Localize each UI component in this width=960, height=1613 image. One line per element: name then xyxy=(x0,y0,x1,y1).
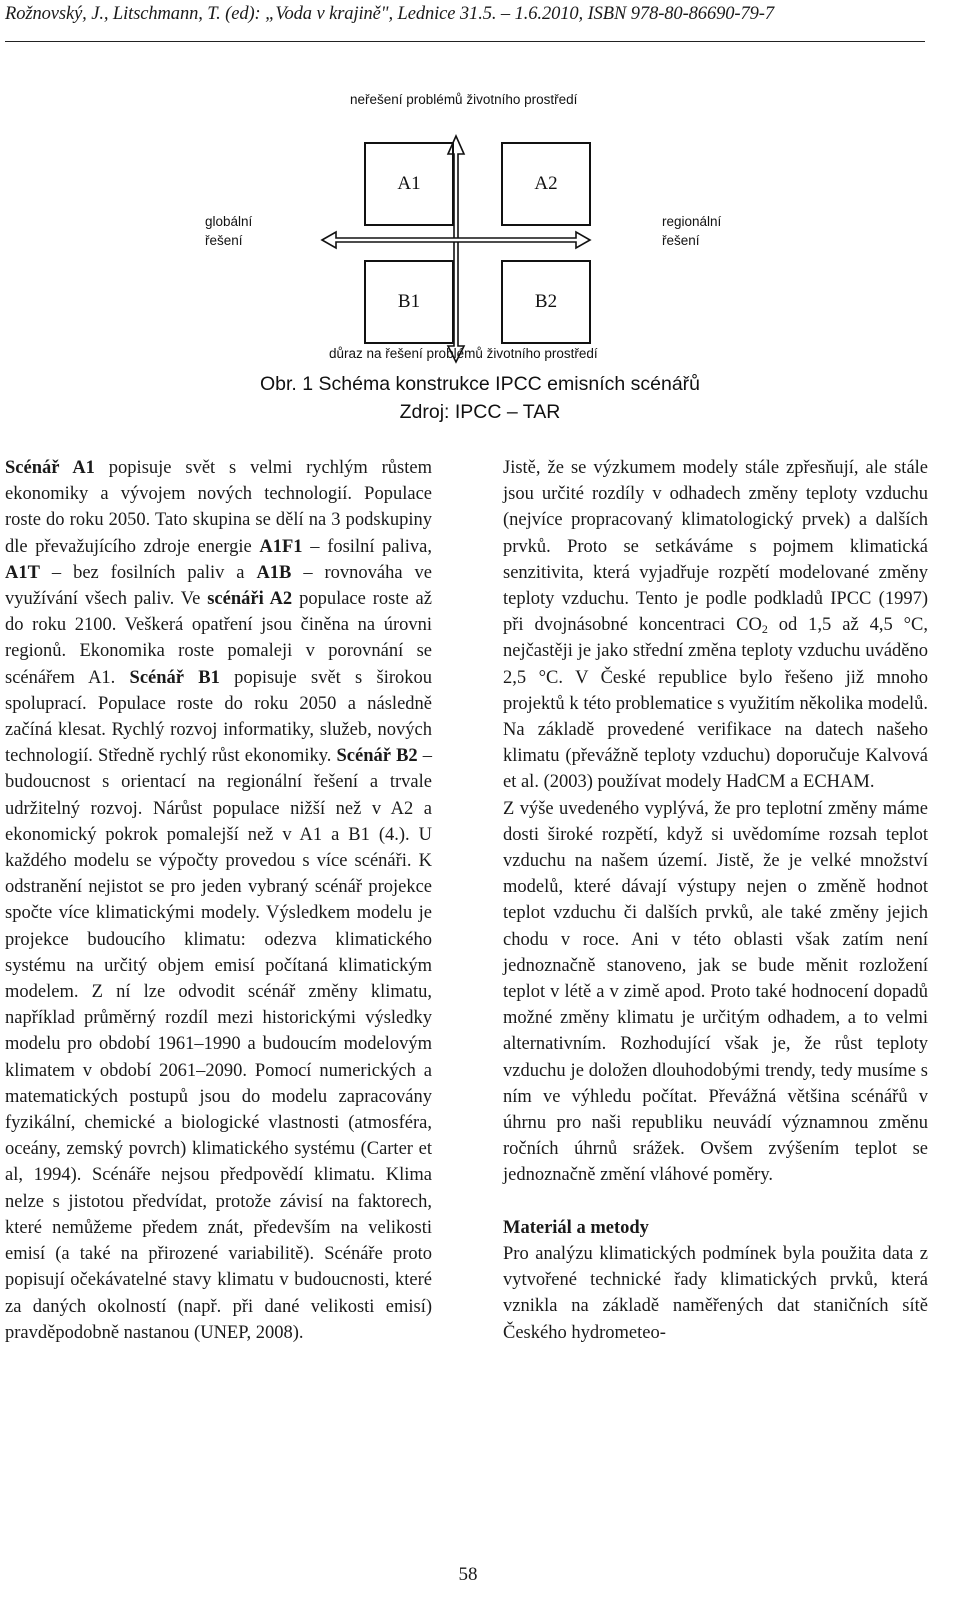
text-run: popisuje svět s velmi rychlým růstem ekonomiky a vývojem nových technologií. Populace roste do roku 2050. Tato skupina se dělí na 3 podskupiny dle převažujícího zdroje energie xyxy=(5,458,432,557)
text-run: – fosilní paliva, xyxy=(302,536,433,557)
term-a1b: A1B xyxy=(256,562,292,583)
text-run: od 1,5 až 4,5 °C, nejčastěji je jako střední změna teploty vzduchu uváděno 2,5 °C. V České republice bylo řešeno již mnoho projektů k této problematice s využitím několika modelů. Na základě provedené verifikace na datech našeho klimatu (převážně teploty vzduchu) doporučuje Kalvová et al. (2003) používat modely HadCM a ECHAM. xyxy=(503,615,928,793)
left-paragraph xyxy=(5,455,432,1346)
right-paragraph-3: Pro analýzu klimatických podmínek byla použita data z vytvořené technické řady klimatických prvků, která vznikla na základě naměřených dat staničních sítě Českého hydrometeo- xyxy=(503,1243,928,1343)
left-column xyxy=(5,455,432,1346)
box-a2: A2 xyxy=(501,142,591,226)
paragraph-gap xyxy=(503,1189,928,1215)
term-scenario-b1: Scénář B1 xyxy=(129,667,220,688)
right-paragraph-2: Z výše uvedeného vyplývá, že pro teplotní změny máme dosti široké rozpětí, když si uvědomíme rozsah teplot vzduchu na našem území. Jistě, že je velké množství modelů, které dávají výstupy nejen o změně hodnot teplot vzduchu či dalších prvků, ale také změny jejich chodu v roce. Ani v této oblasti však zatím není jednoznačně stanoveno, jak se bude měnit rozložení teplot v létě a v zimě apod. Proto také hodnocení dopadů možné změny klimatu je určitým odhadem, a to velmi alternativním. Rozhodující však je, že růst teploty vzduchu je doložen dlouhodobými trendy, tedy musíme s ním ve výhledu počítat. Převážná většina scénářů v úhrnu pro naši republiku neuvádí významnou změnu ročních úhrnů srážek. Ovšem zvýšením teplot se jednoznačně změní vláhové poměry. xyxy=(503,798,928,1186)
text-run: popisuje svět s širokou spoluprací. Populace roste do roku 2050 a následně začíná klesat. Rychlý rozvoj informatiky, služeb, nových technologií. Středně rychlý růst ekonomiky. xyxy=(5,667,432,767)
header-rule xyxy=(5,41,925,42)
box-b1: B1 xyxy=(364,260,454,344)
section-title: Materiál a metody xyxy=(503,1217,649,1238)
diagram-left-label-line1: globální xyxy=(205,214,253,229)
diagram-right-label-line2: řešení xyxy=(662,233,700,248)
term-scenario-a1: Scénář A1 xyxy=(5,458,95,478)
text-run: – budoucnost s orientací na regionální řešení a trvale udržitelný rozvoj. Nárůst populace nižší než v A2 a ekonomický pokrok pomalejší než v A1 a B1 (4.). U každého modelu se výpočty provedou s více scénáři. K odstranění nejistot se pro jeden vybraný scénář projekce spočte více klimatickými modely. Výsledkem modelu je projekce budoucího klimatu: odezva klimatického systému na určitý objem emisí počítaná klimatickým modelem. Z ní lze odvodit scénář změny klimatu, například průměrný rozdíl mezi historickými výsledky modelu pro období 1961–1990 a budoucím modelovým klimatem v období 2061–2090. Pomocí numerických a matematických postupů jsou do modelu zapracovány fyzikální, chemické a biologické vlastnosti (atmosféra, oceány, zemský povrch) klimatického systému (Carter et al, 1994). Scénáře nejsou předpovědí klimatu. Klima nelze s jistotou předvídat, protože závisí na faktorech, které nemůžeme předem znát, především na velikosti emisí (a také na přirozené variabilitě). Scénáře proto popisují očekávatelné stavy klimatu v budoucnosti, které za daných okolností (např. při dané velikosti emisí) pravděpodobně nastanou (UNEP, 2008). xyxy=(5,746,433,1343)
text-run: populace roste až do roku 2100. Veškerá opatření jsou činěna na úrovni regionů. Ekonomika roste pomaleji v porovnání se scénářem A1. xyxy=(5,589,432,688)
term-a1f1: A1F1 xyxy=(259,536,303,557)
diagram-left-label-line2: řešení xyxy=(205,233,243,248)
figure-caption: Obr. 1 Schéma konstrukce IPCC emisních scénářů xyxy=(259,373,701,395)
right-paragraph-1 xyxy=(503,455,928,796)
subscript: 2 xyxy=(761,622,768,637)
running-header: Rožnovský, J., Litschmann, T. (ed): „Voda v krajině", Lednice 31.5. – 1.6.2010, ISBN 978-80-86690-79-7 xyxy=(5,4,774,24)
ipcc-scenario-diagram xyxy=(0,60,960,380)
figure-source: Zdroj: IPCC – TAR xyxy=(399,401,561,423)
box-b2: B2 xyxy=(501,260,591,344)
term-scenario-b2: Scénář B2 xyxy=(336,746,418,767)
term-scenario-a2: scénáři A2 xyxy=(207,589,293,610)
page-number: 58 xyxy=(458,1564,478,1585)
diagram-bottom-label: důraz na řešení problémů životního prostředí xyxy=(329,346,598,361)
text-run: – rovnováha ve využívání všech paliv. Ve xyxy=(5,562,432,610)
text-run: Jistě, že se výzkumem modely stále zpřesňují, ale stále jsou určité rozdíly v odhadech změny teploty vzduchu (nejvíce propracovaný klimatologický prvek) a dalších prvků. Proto se setkáváme s pojmem klimatická senzitivita, která vyjadřuje rozpětí modelované změny teploty vzduchu. Tento je podle podkladů IPCC (1997) při dvojnásobné koncentraci CO xyxy=(503,458,928,636)
diagram-right-label-line1: regionální xyxy=(662,214,722,229)
text-run: – bez fosilních paliv a xyxy=(39,562,257,583)
diagram-right-label xyxy=(662,212,721,250)
term-a1t: A1T xyxy=(5,562,40,583)
diagram-top-label: neřešení problémů životního prostředí xyxy=(350,92,578,107)
right-column xyxy=(503,455,928,1346)
diagram-left-label xyxy=(205,212,252,250)
box-a1: A1 xyxy=(364,142,454,226)
